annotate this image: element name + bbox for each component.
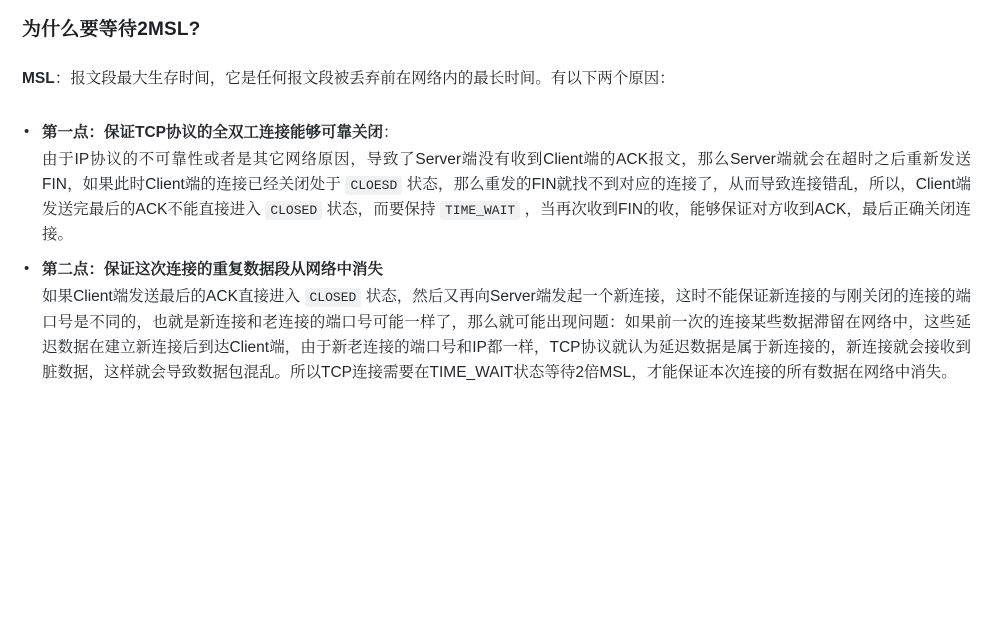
bullet-icon: • <box>24 260 30 278</box>
point-heading-strong: 第一点：保证TCP协议的全双工连接能够可靠关闭 <box>42 123 384 141</box>
point-heading-rest: ： <box>383 123 399 141</box>
point-heading <box>42 120 981 145</box>
inline-code: CLOSED <box>305 288 362 307</box>
page-title: 为什么要等待2MSL? <box>22 19 201 40</box>
list-item <box>22 120 981 248</box>
inline-code: CLOESD <box>345 176 402 195</box>
point-heading <box>42 257 981 282</box>
points-list <box>22 120 981 385</box>
intro-rest-text: ：报文段最大生存时间，它是任何报文段被丢弃前在网络内的最长时间。有以下两个原因： <box>54 70 675 87</box>
intro-paragraph <box>22 67 981 92</box>
point-heading-strong: 第二点：保证这次连接的重复数据段从网络中消失 <box>42 261 384 279</box>
intro-lead-term: MSL <box>22 70 55 87</box>
list-item <box>22 257 981 385</box>
bullet-icon: • <box>24 122 30 140</box>
point-body: 由于IP协议的不可靠性或者是其它网络原因，导致了Server端没有收到Client端的ACK报文，那么Server端就会在超时之后重新发送FIN，如果此时Client端的连接已经关闭处于 CLOESD 状态，那么重发的FIN就找不到对应的连接了，从而导致连接错乱，所以，Client端发送完最后的ACK不能直接进入 CLOSED 状态，而要保持 TIME_WAIT ，当再次收到FIN的收，能够保证对方收到ACK，最后正确关闭连接。 <box>42 150 971 244</box>
inline-code: TIME_WAIT <box>440 201 520 220</box>
inline-code: CLOSED <box>265 201 322 220</box>
point-body: 如果Client端发送最后的ACK直接进入 CLOSED 状态，然后又再向Server端发起一个新连接，这时不能保证新连接的与刚关闭的连接的端口号是不同的，也就是新连接和老连接的端口号可能一样了，那么就可能出现问题：如果前一次的连接某些数据滞留在网络中，这些延迟数据在建立新连接后到达Client端，由于新老连接的端口号和IP都一样，TCP协议就认为延迟数据是属于新连接的，新连接就会接收到脏数据，这样就会导致数据包混乱。所以TCP连接需要在TIME_WAIT状态等待2倍MSL，才能保证本次连接的所有数据在网络中消失。 <box>42 288 971 381</box>
